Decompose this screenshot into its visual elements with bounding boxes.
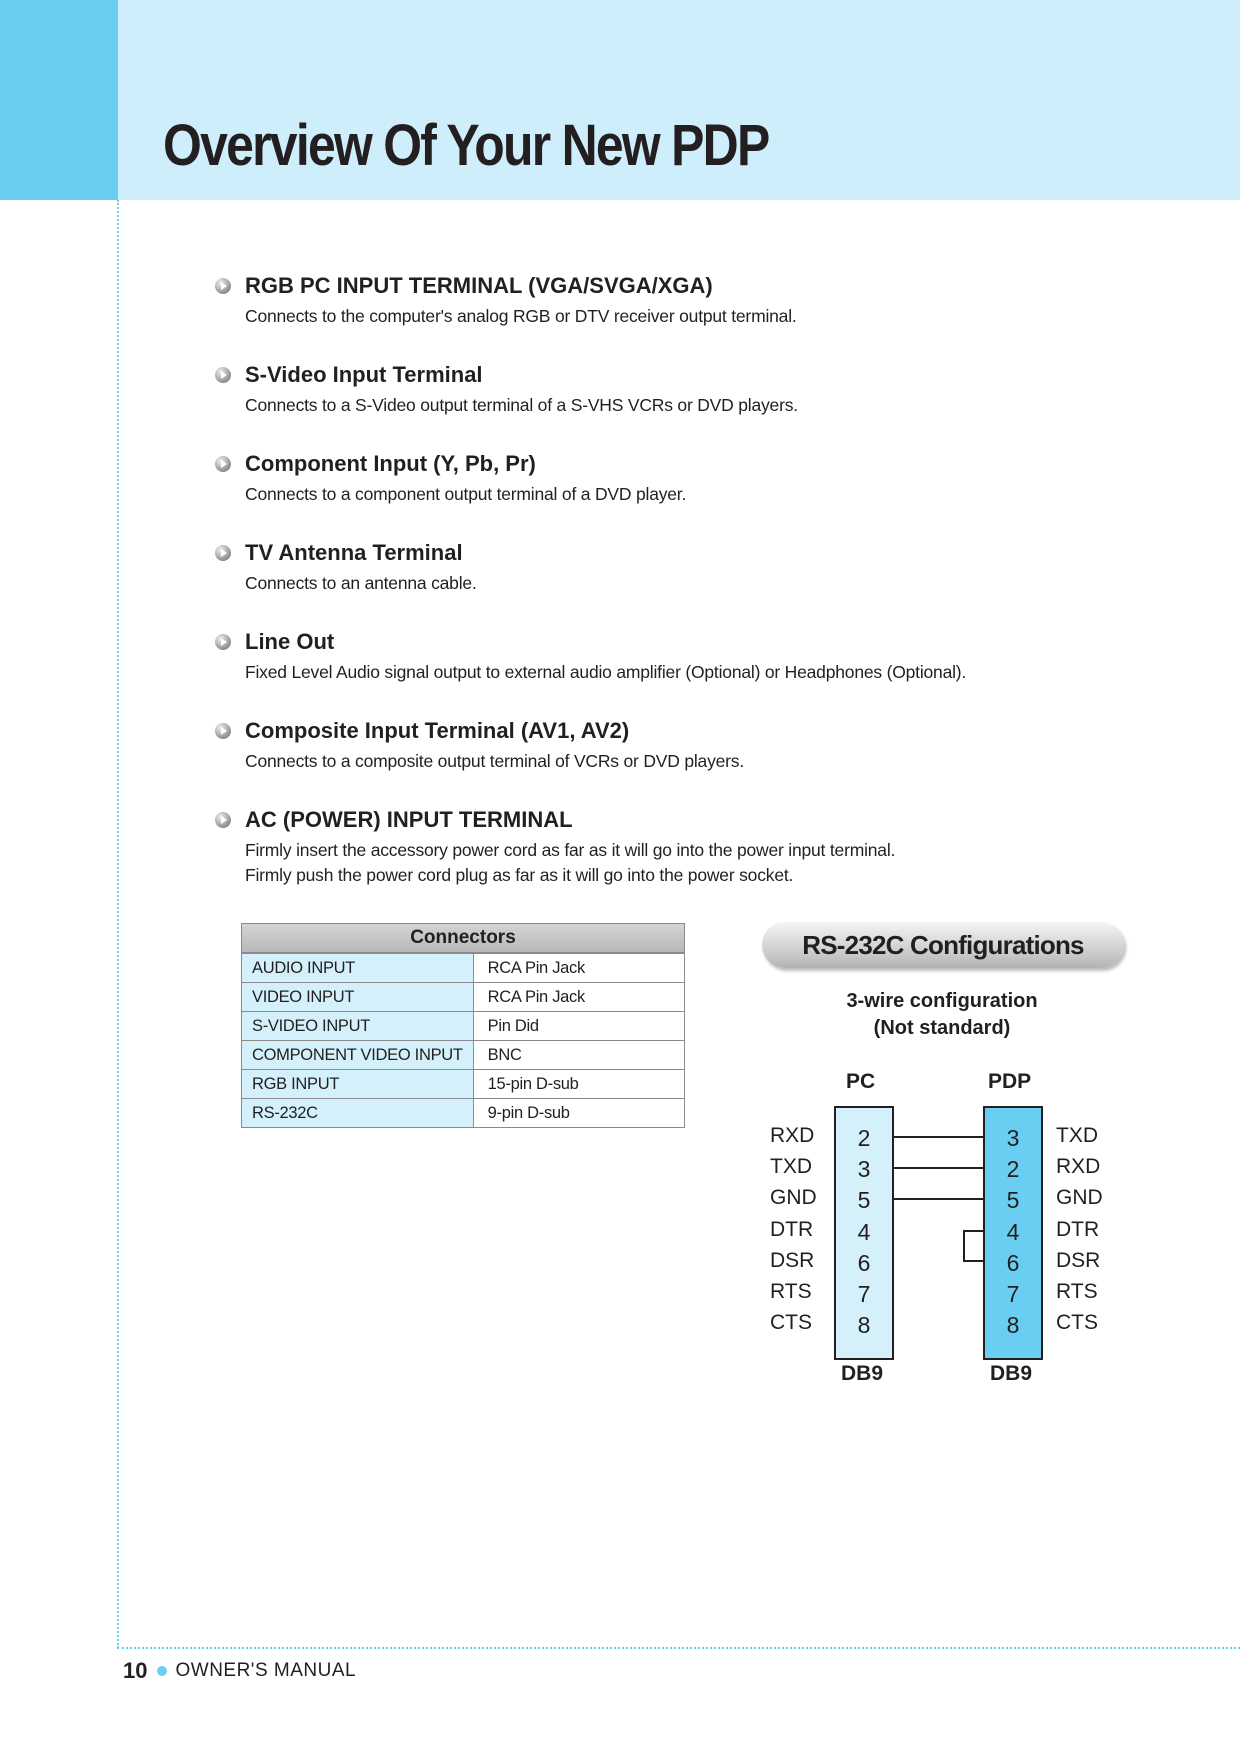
connector-type: 15-pin D-sub xyxy=(473,1070,684,1099)
pc-signal: RXD xyxy=(770,1124,815,1147)
pc-signal: GND xyxy=(770,1186,817,1209)
section-title: RGB PC INPUT TERMINAL (VGA/SVGA/XGA) xyxy=(245,273,713,298)
page-title: Overview Of Your New PDP xyxy=(163,113,769,178)
footer xyxy=(123,1658,356,1684)
table-row xyxy=(242,1070,685,1099)
section-title: TV Antenna Terminal xyxy=(245,540,463,565)
pc-signal: DSR xyxy=(770,1249,815,1272)
connector-name: S-VIDEO INPUT xyxy=(242,1012,474,1041)
connector-name: RS-232C xyxy=(242,1099,474,1128)
table-row xyxy=(242,983,685,1012)
bullet-arrow-icon xyxy=(215,545,231,561)
rs232-subtitle-line2: (Not standard) xyxy=(873,1017,1011,1039)
section-title: Component Input (Y, Pb, Pr) xyxy=(245,451,536,476)
pdp-pin: 3 xyxy=(1006,1125,1020,1151)
pdp-pin: 5 xyxy=(1006,1187,1020,1213)
connector-type: RCA Pin Jack xyxy=(473,983,684,1012)
section-desc: Connects to a S-Video output terminal of a S-VHS VCRs or DVD players. xyxy=(245,395,798,415)
connector-type: BNC xyxy=(473,1041,684,1070)
section-desc: Fixed Level Audio signal output to external audio amplifier (Optional) or Headphones (Optional). xyxy=(245,662,967,682)
section-ac-power-input xyxy=(215,806,1195,888)
dot-icon xyxy=(157,1666,167,1676)
pdp-pin: 7 xyxy=(1006,1281,1020,1307)
pdp-signal: GND xyxy=(1056,1186,1103,1209)
connectors-header: Connectors xyxy=(241,923,685,953)
bullet-arrow-icon xyxy=(215,723,231,739)
dtr-dsr-loopback-wire xyxy=(963,1230,983,1262)
wire-gnd-gnd xyxy=(894,1198,983,1200)
pdp-pin: 4 xyxy=(1006,1219,1020,1245)
section-line-out xyxy=(215,628,1195,685)
connectors-table xyxy=(241,953,685,1128)
pdp-db9-pin-box xyxy=(983,1106,1043,1360)
table-row xyxy=(242,954,685,983)
pdp-pin: 8 xyxy=(1006,1312,1020,1338)
connector-name: AUDIO INPUT xyxy=(242,954,474,983)
pdp-signal: DTR xyxy=(1056,1218,1100,1241)
section-desc: Connects to a composite output terminal of VCRs or DVD players. xyxy=(245,751,745,771)
section-title: Composite Input Terminal (AV1, AV2) xyxy=(245,718,630,743)
connector-name: VIDEO INPUT xyxy=(242,983,474,1012)
connector-name: COMPONENT VIDEO INPUT xyxy=(242,1041,474,1070)
terminal-sections xyxy=(215,272,1195,920)
pc-pin: 6 xyxy=(857,1250,871,1276)
pdp-signal: RXD xyxy=(1056,1155,1101,1178)
bullet-arrow-icon xyxy=(215,456,231,472)
section-component-input xyxy=(215,450,1195,507)
section-desc: Connects to a component output terminal of a DVD player. xyxy=(245,484,687,504)
table-row xyxy=(242,1041,685,1070)
rs232-subtitle-line1: 3-wire configuration xyxy=(846,990,1038,1012)
table-row xyxy=(242,1012,685,1041)
pc-pin: 4 xyxy=(857,1219,871,1245)
pc-pin: 8 xyxy=(857,1312,871,1338)
connector-type: 9-pin D-sub xyxy=(473,1099,684,1128)
rs232-title-badge: RS-232C Configurations xyxy=(762,922,1124,968)
connectors-table-block xyxy=(241,923,685,1128)
pc-pin: 2 xyxy=(857,1125,871,1151)
header-tab xyxy=(0,0,118,200)
section-rgb-pc-input xyxy=(215,272,1195,329)
table-row xyxy=(242,1099,685,1128)
connector-name: RGB INPUT xyxy=(242,1070,474,1099)
connector-type: Pin Did xyxy=(473,1012,684,1041)
section-desc: Firmly insert the accessory power cord as far as it will go into the power input terminal. xyxy=(245,840,896,860)
section-title: AC (POWER) INPUT TERMINAL xyxy=(245,807,573,832)
pdp-signal: CTS xyxy=(1056,1311,1098,1334)
bullet-arrow-icon xyxy=(215,367,231,383)
pdp-connector-label: DB9 xyxy=(990,1362,1033,1385)
pc-signal: CTS xyxy=(770,1311,812,1334)
wire-rxd-txd xyxy=(894,1136,983,1138)
pc-pin: 7 xyxy=(857,1281,871,1307)
pc-label: PC xyxy=(846,1070,876,1093)
section-desc: Connects to the computer's analog RGB or DTV receiver output terminal. xyxy=(245,306,797,326)
pc-db9-pin-box xyxy=(834,1106,894,1360)
pc-signal: RTS xyxy=(770,1280,812,1303)
pc-pin: 5 xyxy=(857,1187,871,1213)
margin-dotted-line xyxy=(117,200,119,1648)
section-tv-antenna xyxy=(215,539,1195,596)
connector-type: RCA Pin Jack xyxy=(473,954,684,983)
pc-signal: DTR xyxy=(770,1218,814,1241)
pdp-pin: 2 xyxy=(1006,1156,1020,1182)
pc-connector-label: DB9 xyxy=(841,1362,884,1385)
bullet-arrow-icon xyxy=(215,812,231,828)
section-composite-input xyxy=(215,717,1195,774)
wire-txd-rxd xyxy=(894,1167,983,1169)
rs232-subtitle xyxy=(792,988,1092,1042)
section-desc: Connects to an antenna cable. xyxy=(245,573,477,593)
bullet-arrow-icon xyxy=(215,278,231,294)
pdp-signal: RTS xyxy=(1056,1280,1098,1303)
footer-label: OWNER'S MANUAL xyxy=(175,1660,357,1681)
page-number: 10 xyxy=(123,1658,148,1683)
bullet-arrow-icon xyxy=(215,634,231,650)
section-desc: Firmly push the power cord plug as far as it will go into the power socket. xyxy=(245,865,794,885)
section-s-video-input xyxy=(215,361,1195,418)
pc-pin: 3 xyxy=(857,1156,871,1182)
pdp-label: PDP xyxy=(988,1070,1032,1093)
pdp-signal: DSR xyxy=(1056,1249,1101,1272)
footer-dotted-line xyxy=(117,1647,1240,1649)
section-title: S-Video Input Terminal xyxy=(245,362,483,387)
pdp-signal: TXD xyxy=(1056,1124,1098,1147)
section-title: Line Out xyxy=(245,629,335,654)
pdp-pin: 6 xyxy=(1006,1250,1020,1276)
pc-signal: TXD xyxy=(770,1155,812,1178)
